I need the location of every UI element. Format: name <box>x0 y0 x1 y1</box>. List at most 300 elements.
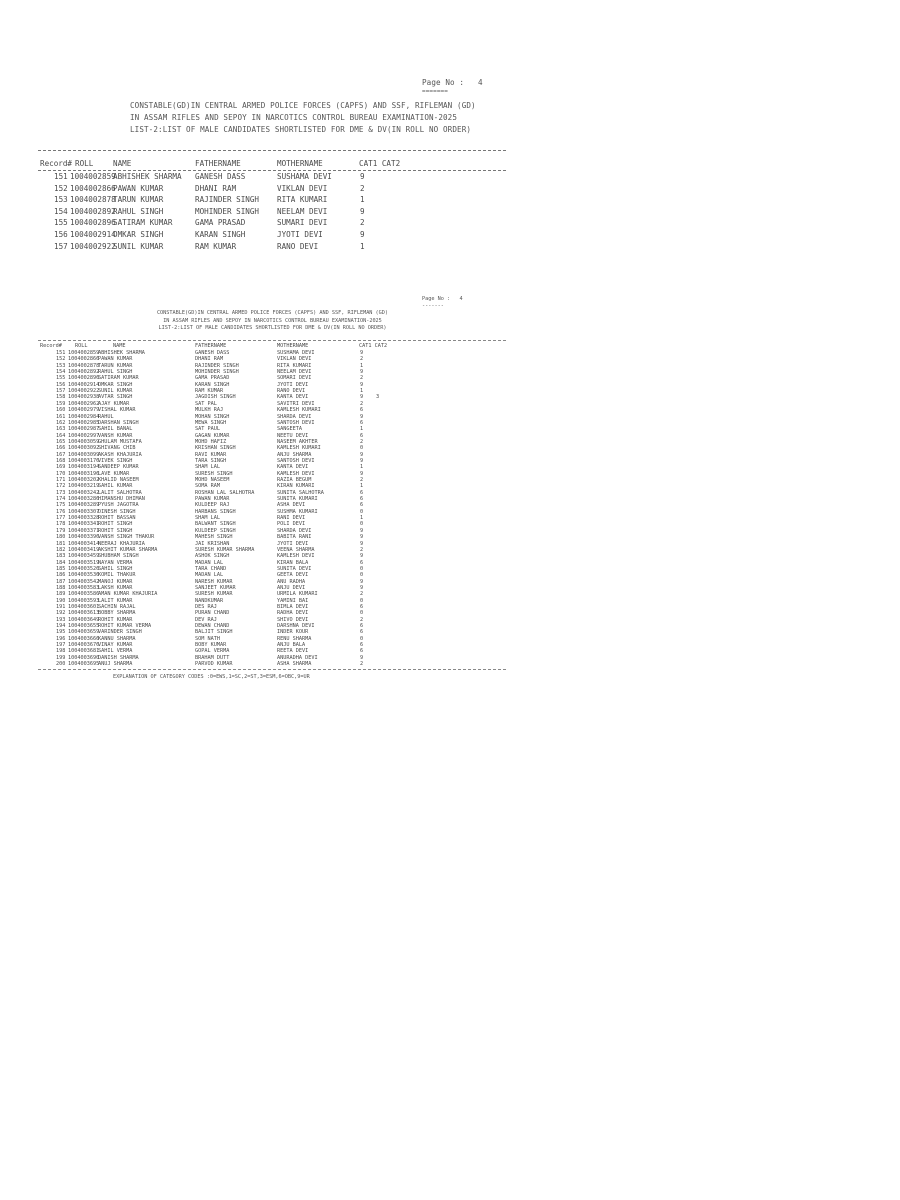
cell-record: 164 <box>56 432 66 439</box>
cell-name: HIMANSHU DHIMAN <box>98 496 145 503</box>
cell-mothername: INDER KOUR <box>277 629 309 636</box>
cell-name: SAHIL BANAL <box>98 426 133 433</box>
page-number: Page No : 4 <box>422 296 463 302</box>
cell-fathername: BALWANT SINGH <box>195 521 236 528</box>
cell-name: TARUN KUMAR <box>113 195 164 205</box>
cell-record: 170 <box>56 470 66 477</box>
cell-record: 199 <box>56 654 66 661</box>
cell-name: PAWAN KUMAR <box>113 183 164 193</box>
cell-mothername: SHIVO DEVI <box>277 616 309 623</box>
cell-name: VANSH KUMAR <box>98 432 133 439</box>
cell-record: 151 <box>56 350 66 356</box>
cell-record: 167 <box>56 451 66 458</box>
cell-cat1: 9 <box>360 369 364 376</box>
cell-name: AJAY KUMAR <box>98 400 130 407</box>
report-title-line-2: IN ASSAM RIFLES AND SEPOY IN NARCOTICS CONTROL BUREAU EXAMINATION-2025 <box>130 113 458 122</box>
header-mothername: MOTHERNAME <box>277 159 323 168</box>
cell-fathername: MOHINDER SINGH <box>195 369 239 376</box>
page-number-underline: ======= <box>422 88 448 95</box>
footer-rule <box>38 669 506 670</box>
cell-mothername: RITA KUMARI <box>277 195 328 205</box>
cell-roll: 1004003092 <box>68 445 100 452</box>
cell-mothername: NASEEM AKHTER <box>277 438 318 445</box>
cell-record: 152 <box>56 356 66 363</box>
cell-record: 197 <box>56 642 66 649</box>
cell-roll: 1004002859 <box>70 172 116 181</box>
cell-mothername: ASHA DEVI <box>277 502 306 509</box>
cell-roll: 1004003419 <box>68 546 100 553</box>
cell-mothername: SUMARI DEVI <box>277 218 328 228</box>
cell-mothername: SUNITA DEVI <box>277 565 312 572</box>
cell-fathername: MULKH RAJ <box>195 407 224 414</box>
cell-name: DANISH SHARMA <box>98 654 139 661</box>
page-number-underline: ------- <box>422 303 444 309</box>
cell-cat1: 2 <box>360 546 364 553</box>
cell-mothername: ANU RADHA <box>277 578 306 585</box>
cell-name: ANUJ SHARMA <box>98 661 133 668</box>
cell-record: 173 <box>56 489 66 496</box>
cell-mothername: SUSHAMA DEVI <box>277 172 332 181</box>
cell-record: 179 <box>56 527 66 534</box>
cell-mothername: KAMLESH DEVI <box>277 553 315 560</box>
cell-roll: 1004002985 <box>68 419 100 426</box>
cell-roll: 1004003536 <box>68 572 100 579</box>
cell-fathername: GAMA PRASAD <box>195 375 230 382</box>
cell-mothername: BABITA RANI <box>277 534 312 541</box>
cell-fathername: RAVI KUMAR <box>195 451 227 458</box>
cell-name: VINAY KUMAR <box>98 642 133 649</box>
cell-cat1: 1 <box>360 483 364 490</box>
report-title-line-2: IN ASSAM RIFLES AND SEPOY IN NARCOTICS CONTROL BUREAU EXAMINATION-2025 <box>163 317 382 324</box>
cell-roll: 1004002878 <box>68 362 100 369</box>
cell-name: SAHIL SINGH <box>98 565 133 572</box>
cell-mothername: ANJU BALA <box>277 642 306 649</box>
cell-record: 189 <box>56 591 66 598</box>
cell-name: ROHIT SINGH <box>98 527 133 534</box>
cell-cat1: 0 <box>360 610 364 617</box>
cell-roll: 1004003219 <box>68 483 100 490</box>
cell-name: RAHUL <box>98 413 114 420</box>
cell-mothername: KAMLESH DEVI <box>277 470 315 477</box>
cell-record: 155 <box>56 375 66 382</box>
cell-cat1: 0 <box>360 565 364 572</box>
cell-name: SHIVANG CHIB <box>98 445 136 452</box>
cell-record: 182 <box>56 546 66 553</box>
cell-mothername: BIMLA DEVI <box>277 604 309 610</box>
cell-cat1: 6 <box>360 496 364 503</box>
cell-mothername: JYOTI DEVI <box>277 540 309 547</box>
cell-mothername: KANTA DEVI <box>277 394 309 401</box>
cell-cat1: 2 <box>360 616 364 623</box>
cell-name: NEERAJ KHAJURIA <box>98 540 145 547</box>
cell-name: ABHISHEK SHARMA <box>98 350 145 356</box>
cell-roll: 1004003289 <box>68 502 100 509</box>
cell-fathername: BRAHAM DUTT <box>195 654 230 661</box>
cell-mothername: SOMARI DEVI <box>277 375 312 382</box>
cell-roll: 1004003649 <box>68 616 100 623</box>
cell-fathername: PURAN CHAND <box>195 610 230 617</box>
header-category: CAT1 CAT2 <box>359 343 388 349</box>
cell-roll: 1004003414 <box>68 540 100 547</box>
cell-mothername: SHARDA DEVI <box>277 413 312 420</box>
cell-name: VIVEK SINGH <box>98 457 133 464</box>
cell-mothername: KAMLESH KUMARI <box>277 445 321 452</box>
cell-name: KANNU SHARMA <box>98 635 136 642</box>
cell-mothername: RENU SHARMA <box>277 635 312 642</box>
cell-name: AVTAR SINGH <box>98 394 133 401</box>
cell-name: ROHIT KUMAR VERMA <box>98 623 152 630</box>
cell-cat1: 6 <box>360 642 364 649</box>
cell-roll: 1004002859 <box>68 350 100 356</box>
cell-mothername: NEELAM DEVI <box>277 206 328 216</box>
cell-name: SATIRAM KUMAR <box>113 218 173 228</box>
cell-mothername: ANJU DEVI <box>277 584 306 591</box>
cell-cat1: 9 <box>360 350 364 356</box>
cell-cat1: 2 <box>360 661 364 668</box>
cell-roll: 1004003396 <box>68 534 100 541</box>
report-title-line-3: LIST-2:LIST OF MALE CANDIDATES SHORTLISTED FOR DME & DV(IN ROLL NO ORDER) <box>158 325 387 331</box>
cell-mothername: SANGEETA <box>277 426 302 433</box>
cell-name: BOBBY SHARMA <box>98 610 136 617</box>
cell-cat1: 9 <box>360 578 364 585</box>
cell-name: DINESH SINGH <box>98 508 136 515</box>
cell-name: SANDEEP KUMAR <box>98 464 139 471</box>
cell-name: LAVE KUMAR <box>98 470 130 477</box>
cell-name: LALIT SALHOTRA <box>98 489 142 496</box>
cell-roll: 1004002938 <box>68 394 100 401</box>
cell-cat1: 6 <box>360 502 364 509</box>
cell-roll: 1004003593 <box>68 597 100 604</box>
cell-mothername: SANTOSH DEVI <box>277 457 315 464</box>
cell-roll: 1004003371 <box>68 527 100 534</box>
cell-roll: 1004003542 <box>68 578 100 585</box>
cell-fathername: GANESH DASS <box>195 350 230 356</box>
cell-cat1: 0 <box>360 572 364 579</box>
header-record: Record# <box>40 159 73 168</box>
header-rule <box>38 340 506 341</box>
cell-record: 171 <box>56 477 66 483</box>
cell-roll: 1004002896 <box>70 218 116 228</box>
cell-name: KHALID NASEEM <box>98 477 139 483</box>
cell-fathername: KULDEEP SINGH <box>195 527 236 534</box>
cell-name: SUNIL KUMAR <box>113 241 164 251</box>
cell-fathername: GAGAN KUMAR <box>195 432 230 439</box>
cell-mothername: JYOTI DEVI <box>277 230 323 239</box>
cell-fathername: KARAN SINGH <box>195 230 246 239</box>
cell-record: 153 <box>54 195 68 205</box>
cell-record: 186 <box>56 572 66 579</box>
cell-roll: 1004003194 <box>68 464 100 471</box>
cell-mothername: JYOTI DEVI <box>277 381 309 388</box>
header-category: CAT1 CAT2 <box>359 159 401 168</box>
cell-mothername: RADHA DEVI <box>277 610 309 617</box>
cell-fathername: SAT PAUL <box>195 426 220 433</box>
cell-roll: 1004002984 <box>68 413 100 420</box>
cell-name: AMAN KUMAR KHAJURIA <box>98 591 158 598</box>
cell-roll: 1004003676 <box>68 642 100 649</box>
category-code-explanation: EXPLANATION OF CATEGORY CODES :0=EWS,1=SC,2=ST,3=ESM,6=OBC,9=UR <box>113 674 310 680</box>
cell-record: 157 <box>56 388 66 395</box>
cell-cat1: 2 <box>360 183 365 193</box>
cell-record: 169 <box>56 464 66 471</box>
cell-cat1: 9 <box>360 527 364 534</box>
cell-mothername: SUSHMA KUMARI <box>277 508 318 515</box>
cell-cat1: 9 <box>360 470 364 477</box>
cell-name: GHULAM MUSTAFA <box>98 438 142 445</box>
cell-name: ABHISHEK SHARMA <box>113 172 182 181</box>
header-name: NAME <box>113 159 132 168</box>
cell-name: OMKAR SINGH <box>98 381 133 388</box>
header-name: NAME <box>113 343 126 349</box>
cell-name: NAYAN VERMA <box>98 559 133 566</box>
cell-record: 172 <box>56 483 66 490</box>
cell-fathername: JAGDISH SINGH <box>195 394 236 401</box>
cell-fathername: SURESH SINGH <box>195 470 233 477</box>
cell-record: 175 <box>56 502 66 509</box>
cell-cat1: 0 <box>360 635 364 642</box>
cell-cat1: 9 <box>360 381 364 388</box>
cell-roll: 1004003059 <box>68 438 100 445</box>
cell-roll: 1004003341 <box>68 521 100 528</box>
cell-name: PYUSH JAGOTRA <box>98 502 139 509</box>
cell-fathername: MOHAN SINGH <box>195 413 230 420</box>
cell-roll: 1004003601 <box>68 604 100 610</box>
cell-record: 151 <box>54 172 68 181</box>
cell-roll: 1004003586 <box>68 591 100 598</box>
cell-roll: 1004003519 <box>68 559 100 566</box>
cell-roll: 1004003666 <box>68 635 100 642</box>
cell-record: 180 <box>56 534 66 541</box>
cell-cat1: 1 <box>360 426 364 433</box>
cell-roll: 1004003202 <box>68 477 100 483</box>
cell-fathername: HARBANS SINGH <box>195 508 236 515</box>
report-title-line-1: CONSTABLE(GD)IN CENTRAL ARMED POLICE FORCES (CAPFS) AND SSF, RIFLEMAN (GD) <box>130 101 476 110</box>
cell-name: SHUBHAM SINGH <box>98 553 139 560</box>
cell-cat1: 9 <box>360 206 365 216</box>
header-rule <box>38 150 506 151</box>
header-roll: ROLL <box>75 159 94 168</box>
cell-cat1: 9 <box>360 540 364 547</box>
cell-mothername: ANURADHA DEVI <box>277 654 318 661</box>
cell-fathername: MADAN LAL <box>195 559 224 566</box>
cell-name: SAHIL KUMAR <box>98 483 133 490</box>
cell-cat1: 1 <box>360 241 365 251</box>
cell-record: 168 <box>56 457 66 464</box>
cell-roll: 1004003099 <box>68 451 100 458</box>
cell-record: 184 <box>56 559 66 566</box>
cell-mothername: KIRAN BALA <box>277 559 309 566</box>
cell-name: MANOJ KUMAR <box>98 578 133 585</box>
cell-cat1: 9 <box>360 172 365 181</box>
cell-cat1: 6 <box>360 489 364 496</box>
cell-record: 198 <box>56 648 66 655</box>
cell-name: AKASH KHAJURIA <box>98 451 142 458</box>
cell-name: OMKAR SINGH <box>113 230 164 239</box>
cell-cat1: 6 <box>360 629 364 636</box>
cell-mothername: URMILA KUMARI <box>277 591 318 598</box>
cell-fathername: RAJINDER SINGH <box>195 362 239 369</box>
cell-fathername: JAI KRISHAN <box>195 540 230 547</box>
cell-fathername: TARA CHAND <box>195 565 227 572</box>
cell-cat1: 1 <box>360 464 364 471</box>
cell-record: 177 <box>56 515 66 522</box>
cell-cat1: 1 <box>360 362 364 369</box>
cell-roll: 1004003613 <box>68 610 100 617</box>
cell-roll: 1004002866 <box>68 356 100 363</box>
cell-cat1: 2 <box>360 400 364 407</box>
cell-cat1: 1 <box>360 195 365 205</box>
cell-roll: 1004002914 <box>70 230 116 239</box>
cell-roll: 1004002878 <box>70 195 116 205</box>
cell-mothername: KANTA DEVI <box>277 464 309 471</box>
cell-roll: 1004002892 <box>68 369 100 376</box>
cell-name: ROHIT SINGH <box>98 521 133 528</box>
cell-roll: 1004002962 <box>68 400 100 407</box>
cell-roll: 1004003655 <box>68 623 100 630</box>
cell-record: 196 <box>56 635 66 642</box>
cell-record: 181 <box>56 540 66 547</box>
cell-mothername: NEETU DEVI <box>277 432 309 439</box>
cell-cat1: 1 <box>360 515 364 522</box>
cell-record: 152 <box>54 183 68 193</box>
cell-roll: 1004002914 <box>68 381 100 388</box>
cell-fathername: GANESH DASS <box>195 172 246 181</box>
cell-mothername: VIKLAN DEVI <box>277 183 328 193</box>
cell-record: 191 <box>56 604 66 610</box>
cell-fathername: ROSHAN LAL SALHOTRA <box>195 489 255 496</box>
cell-roll: 1004003459 <box>68 553 100 560</box>
cell-roll: 1004003242 <box>68 489 100 496</box>
cell-record: 154 <box>54 206 68 216</box>
cell-mothername: RITA KUMARI <box>277 362 312 369</box>
cell-fathername: NANDKUMAR <box>195 597 224 604</box>
cell-record: 155 <box>54 218 68 228</box>
cell-mothername: NEELAM DEVI <box>277 369 312 376</box>
cell-name: LAKSH KUMAR <box>98 584 133 591</box>
cell-fathername: PAWAN KUMAR <box>195 496 230 503</box>
cell-name: SUNIL KUMAR <box>98 388 133 395</box>
cell-name: SATIRAM KUMAR <box>98 375 139 382</box>
cell-record: 157 <box>54 241 68 251</box>
cell-record: 178 <box>56 521 66 528</box>
cell-record: 161 <box>56 413 66 420</box>
cell-cat1: 2 <box>360 218 365 228</box>
cell-record: 190 <box>56 597 66 604</box>
report-title-line-1: CONSTABLE(GD)IN CENTRAL ARMED POLICE FORCES (CAPFS) AND SSF, RIFLEMAN (GD) <box>156 310 389 316</box>
cell-fathername: DES RAJ <box>195 604 217 610</box>
cell-roll: 1004003328 <box>68 515 100 522</box>
header-fathername: FATHERNAME <box>195 159 241 168</box>
cell-fathername: KARAN SINGH <box>195 381 230 388</box>
cell-record: 153 <box>56 362 66 369</box>
cell-fathername: BOBY KUMAR <box>195 642 227 649</box>
cell-roll: 1004002896 <box>68 375 100 382</box>
cell-record: 158 <box>56 394 66 401</box>
header-underline-rule <box>38 170 506 171</box>
cell-cat1: 1 <box>360 388 364 395</box>
cell-mothername: ANJU SHARMA <box>277 451 312 458</box>
cell-roll: 1004003659 <box>68 629 100 636</box>
cell-cat1: 2 <box>360 591 364 598</box>
cell-mothername: VEENA SHARMA <box>277 546 315 553</box>
cell-cat1: 9 <box>360 553 364 560</box>
cell-roll: 1004003307 <box>68 508 100 515</box>
cell-record: 156 <box>56 381 66 388</box>
cell-cat1: 6 <box>360 604 364 610</box>
cell-record: 200 <box>56 661 66 668</box>
cell-cat1: 9 <box>360 534 364 541</box>
cell-mothername: RANI DEVI <box>277 515 306 522</box>
cell-fathername: NARESH KUMAR <box>195 578 233 585</box>
cell-fathername: SOM NATH <box>195 635 220 642</box>
cell-fathername: ASHOK SINGH <box>195 553 230 560</box>
cell-name: ROHIT KUMAR <box>98 616 133 623</box>
cell-fathername: SAT PAL <box>195 400 217 407</box>
cell-name: KOMIL THAKUR <box>98 572 136 579</box>
cell-cat1: 0 <box>360 445 364 452</box>
report-title-line-3: LIST-2:LIST OF MALE CANDIDATES SHORTLISTED FOR DME & DV(IN ROLL NO ORDER) <box>130 125 472 134</box>
cell-fathername: SURESH KUMAR SHARMA <box>195 546 255 553</box>
cell-mothername: POLI DEVI <box>277 521 306 528</box>
cell-fathername: KULDEEP RAJ <box>195 502 230 509</box>
cell-roll: 1004003196 <box>68 470 100 477</box>
cell-record: 159 <box>56 400 66 407</box>
cell-name: SACHIN RAJAL <box>98 604 136 610</box>
cell-mothername: KIRAN KUMARI <box>277 483 315 490</box>
cell-cat1: 6 <box>360 407 364 414</box>
cell-mothername: RANO DEVI <box>277 241 319 251</box>
cell-fathername: RAM KUMAR <box>195 388 224 395</box>
page-number: Page No : 4 <box>422 78 483 87</box>
cell-record: 162 <box>56 419 66 426</box>
cell-fathername: SOMA RAM <box>195 483 220 490</box>
cell-fathername: GOPAL VERMA <box>195 648 230 655</box>
cell-cat1: 2 <box>360 477 364 483</box>
cell-record: 166 <box>56 445 66 452</box>
cell-cat1: 9 <box>360 584 364 591</box>
cell-cat1: 9 <box>360 413 364 420</box>
cell-record: 185 <box>56 565 66 572</box>
cell-mothername: KAMLESH KUMARI <box>277 407 321 414</box>
cell-mothername: REETA DEVI <box>277 648 309 655</box>
cell-roll: 1004002979 <box>68 407 100 414</box>
cell-fathername: DEWAN CHAND <box>195 623 230 630</box>
cell-cat1: 9 <box>360 394 364 401</box>
cell-fathername: MOHINDER SINGH <box>195 206 260 216</box>
cell-name: PAWAN KUMAR <box>98 356 133 363</box>
cell-fathername: SHAM LAL <box>195 515 220 522</box>
cell-mothername: GEETA DEVI <box>277 572 309 579</box>
cell-name: RAHUL SINGH <box>98 369 133 376</box>
cell-mothername: ASHA SHARMA <box>277 661 312 668</box>
cell-record: 174 <box>56 496 66 503</box>
cell-fathername: MOHD HAFIZ <box>195 438 227 445</box>
cell-fathername: TARA SINGH <box>195 457 227 464</box>
cell-cat1: 0 <box>360 597 364 604</box>
cell-name: LALIT KUMAR <box>98 597 133 604</box>
cell-roll: 1004002866 <box>70 183 116 193</box>
cell-cat1: 9 <box>360 654 364 661</box>
cell-fathername: RAM KUMAR <box>195 241 237 251</box>
cell-fathername: MOHD NASEEM <box>195 477 230 483</box>
cell-mothername: SAVITRI DEVI <box>277 400 315 407</box>
cell-roll: 1004003690 <box>68 654 100 661</box>
cell-roll: 1004003695 <box>68 661 100 668</box>
cell-roll: 1004003526 <box>68 565 100 572</box>
cell-name: VANSH SINGH THAKUR <box>98 534 155 541</box>
cell-mothername: YAMINI BAI <box>277 597 309 604</box>
cell-fathername: SANJEET KUMAR <box>195 584 236 591</box>
